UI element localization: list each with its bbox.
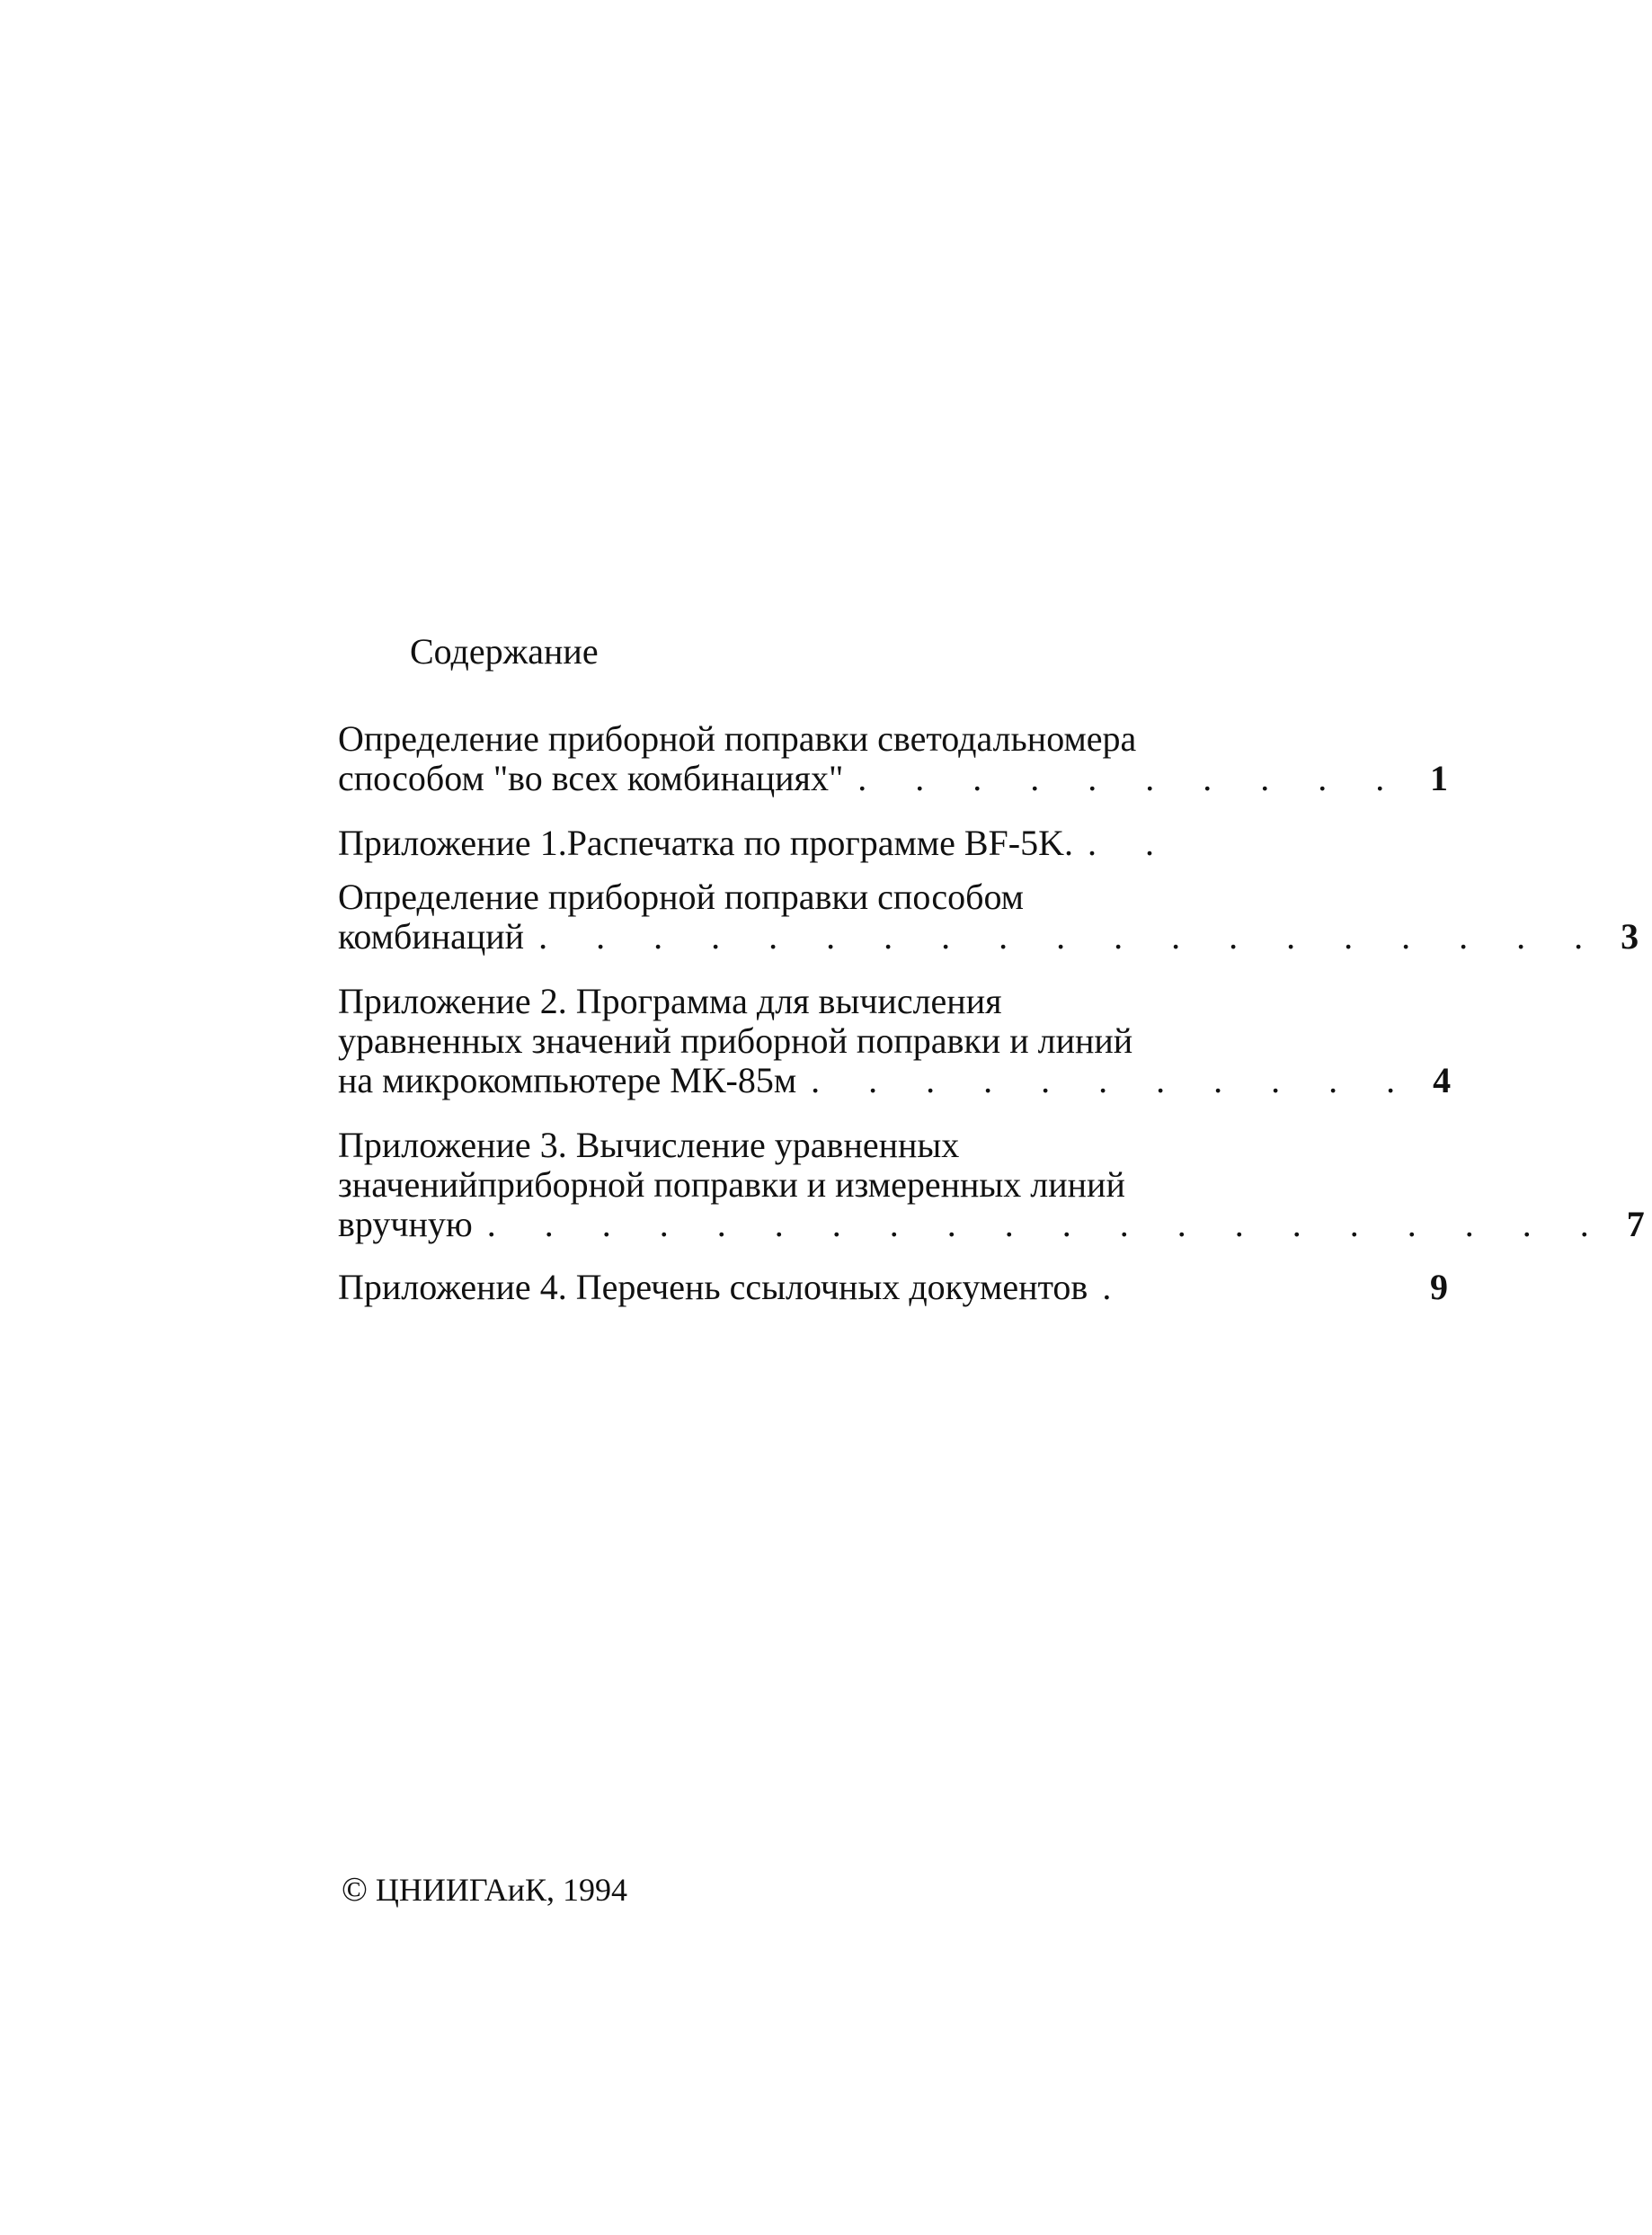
copyright-line bbox=[342, 1870, 627, 1910]
copyright-text: ЦНИИГАиК, 1994 bbox=[375, 1872, 628, 1908]
toc-entry-text: на микрокомпьютере МК-85м bbox=[338, 1060, 797, 1100]
toc-title: Содержание bbox=[410, 631, 599, 672]
toc-entry-last-line bbox=[338, 1204, 1645, 1244]
toc-entry-line: значенийприборной поправки и измеренных линий bbox=[338, 1164, 1125, 1205]
toc-entry bbox=[338, 877, 1639, 957]
toc-page-number: 3 bbox=[1621, 916, 1639, 957]
toc-page-number: 9 bbox=[1430, 1267, 1448, 1307]
toc-leader-dots: . . . . . . . . . . bbox=[857, 758, 1405, 798]
toc-entry-last-line bbox=[338, 1268, 1448, 1307]
toc-entry-line: Приложение 2. Программа для вычисления bbox=[338, 981, 1002, 1021]
toc-entry-line: уравненных значений приборной поправки и линий bbox=[338, 1020, 1133, 1061]
toc-leader-dots: . bbox=[1102, 1267, 1132, 1307]
toc-entry-last-line bbox=[338, 824, 1448, 863]
toc-entry-line: Определение приборной поправки светодальномера bbox=[338, 718, 1137, 759]
toc-entry-last-line bbox=[338, 759, 1448, 798]
toc-entry bbox=[338, 1125, 1645, 1244]
toc-entry-text: Приложение 4. Перечень ссылочных документов bbox=[338, 1267, 1088, 1307]
toc-entry bbox=[338, 1268, 1448, 1307]
toc-entry bbox=[338, 719, 1448, 798]
toc-entry-text: комбинаций bbox=[338, 916, 525, 957]
toc-page-number: 7 bbox=[1626, 1204, 1645, 1244]
toc-leader-dots: . . . . . . . . . . . . . . . . . . . bbox=[538, 916, 1603, 957]
toc-entry bbox=[338, 824, 1448, 863]
toc-entry-line: Определение приборной поправки способом bbox=[338, 877, 1024, 917]
toc-entry-last-line bbox=[338, 916, 1639, 957]
toc-entry-last-line bbox=[338, 1060, 1452, 1100]
toc-leader-dots: . . . . . . . . . . . bbox=[811, 1060, 1416, 1100]
toc-entry-line: Приложение 3. Вычисление уравненных bbox=[338, 1125, 960, 1165]
toc-leader-dots: . . . . . . . . . . . . . . . . . . . . bbox=[486, 1204, 1609, 1244]
toc-page-number: 4 bbox=[1433, 1060, 1452, 1100]
toc-entry bbox=[338, 981, 1452, 1100]
toc-leader-dots: . . bbox=[1088, 823, 1174, 863]
toc-page-number: 1 bbox=[1430, 758, 1448, 798]
toc-entry-text: способом "во всех комбинациях" bbox=[338, 758, 844, 798]
copyright-icon: © bbox=[342, 1871, 368, 1909]
toc-entry-text: вручную bbox=[338, 1204, 473, 1244]
toc-entry-text: Приложение 1.Распечатка по программе BF-5K. bbox=[338, 823, 1073, 863]
